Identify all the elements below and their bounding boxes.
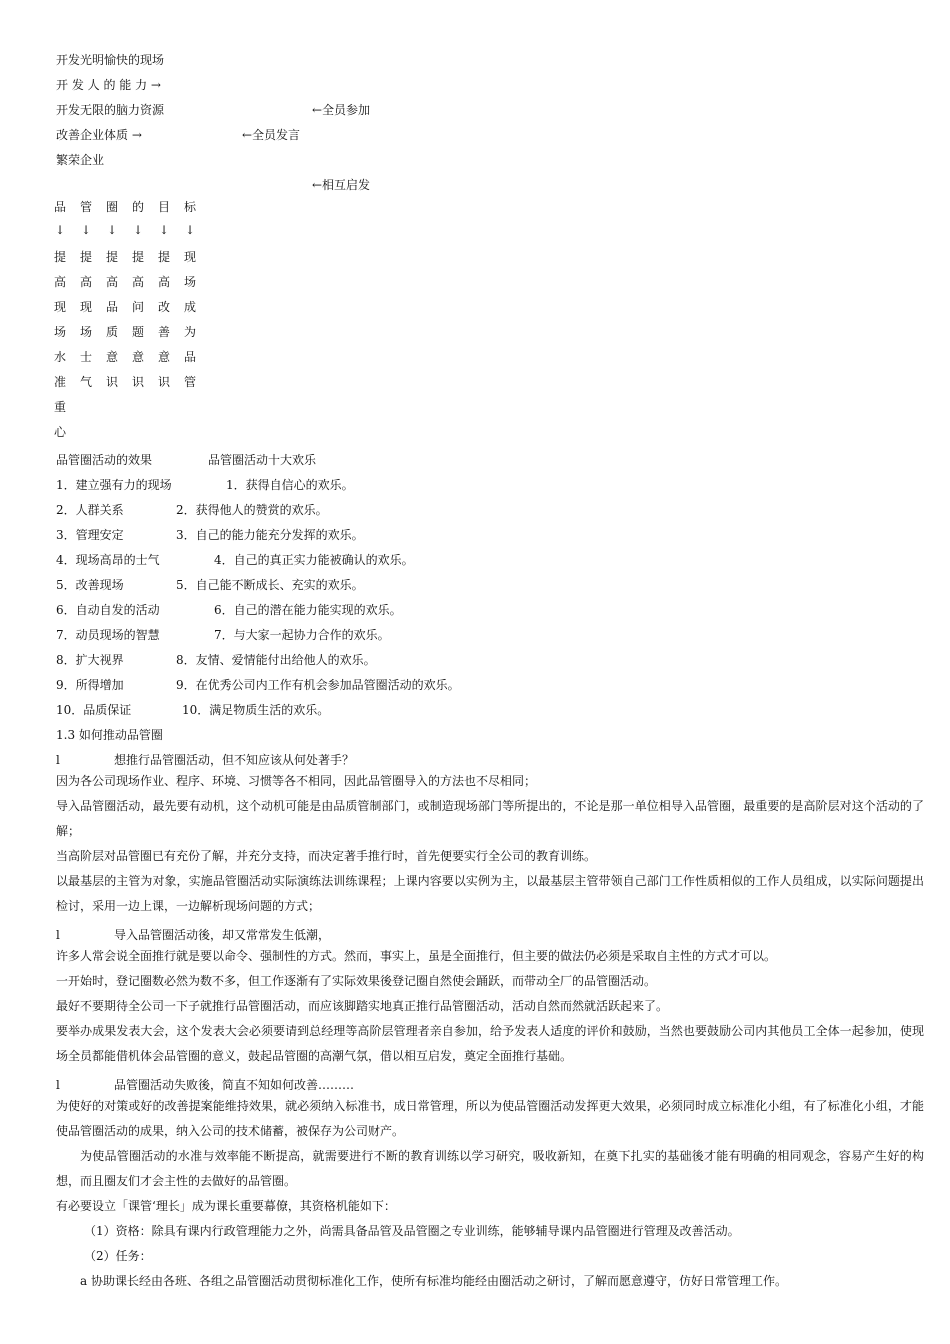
goals-cell: 品 (105, 300, 118, 314)
goals-cell: 场 (183, 275, 196, 289)
diagram-line-2: 开 发 人 的 能 力 → (56, 78, 161, 92)
joy-item: 5．自己能不断成长、充实的欢乐。 (176, 578, 364, 592)
joy-item: 4．自己的真正实力能被确认的欢乐。 (214, 553, 414, 567)
paragraph-14: a 协助课长经由各班、各组之品管圈活动贯彻标准化工作，使所有标准均能经由圈活动之研讨，了解而愿意遵守，仿好日常管理工作。 (80, 1274, 787, 1288)
paragraph-7: 最好不要期待全公司一下子就推行品管圈活动，而应该脚踏实地真正推行品管圈活动，活动自然而然就活跃起来了。 (56, 999, 669, 1013)
down-arrow-icon: ↓ (80, 223, 92, 237)
goals-cell: 改 (157, 300, 170, 314)
paragraph-9: 为使好的对策或好的改善提案能维持效果，就必须纳入标准书，成日常管理，所以为使品管圈活动发挥更大效果，必须同时成立标准化小组，有了标准化小组，才能使品管圈活动的成果，纳入公司的技术储蓄，被保存为公司财产。 (56, 1099, 924, 1138)
joy-item: 1．获得自信心的欢乐。 (226, 478, 354, 492)
down-arrow-icon: ↓ (184, 223, 196, 237)
bullet-marker: l (56, 753, 60, 767)
paragraph-12: （1）资格：除具有课内行政管理能力之外，尚需具备品管及品管圈之专业训练，能够辅导课内品管圈进行管理及改善活动。 (84, 1224, 740, 1238)
goals-cell: 识 (105, 375, 118, 389)
joy-item: 9．在优秀公司内工作有机会参加品管圈活动的欢乐。 (176, 678, 460, 692)
goals-cell: 意 (131, 350, 144, 364)
diagram-line-5: 繁荣企业 (56, 153, 105, 167)
effect-item: 6．自动自发的活动 (56, 603, 160, 617)
paragraph-11: 有必要设立「课管‘理长」成为课长重要幕僚，其资格机能如下： (56, 1199, 396, 1213)
goals-cell: 识 (157, 375, 170, 389)
goals-cell: 高 (79, 275, 92, 289)
goals-cell: 意 (157, 350, 170, 364)
goals-cell: 士 (79, 350, 92, 364)
goals-cell: 现 (53, 300, 66, 314)
goals-cell: 提 (131, 250, 144, 264)
paragraph-10: 为使品管圈活动的水准与效率能不断提高，就需要进行不断的教育训练以学习研究，吸收新知，在奠下扎实的基础後才能有明确的相同观念，容易产生好的构想，而且圈友们才会主性的去做好的品管圈。 (56, 1149, 924, 1188)
effect-item: 8．扩大视界 (56, 653, 124, 667)
goals-cell: 为 (183, 325, 196, 339)
effects-title: 品管圈活动的效果 (56, 453, 153, 467)
goals-cell: 水 (53, 350, 66, 364)
paragraph-1: 因为各公司现场作业、程序、环境、习惯等各不相同，因此品管圈导入的方法也不尽相同； (56, 774, 537, 788)
diagram-label-mutual-inspire: ←相互启发 (312, 178, 371, 192)
effect-item: 7．动员现场的智慧 (56, 628, 160, 642)
goals-cell: 现 (183, 250, 196, 264)
goals-cell: 圈 (105, 200, 118, 214)
effect-item: 1．建立强有力的现场 (56, 478, 172, 492)
paragraph-5: 许多人常会说全面推行就是要以命令、强制性的方式。然而，事实上，虽是全面推行，但主要的做法仍必须是采取自主性的方式才可以。 (56, 949, 777, 963)
effect-item: 3．管理安定 (56, 528, 124, 542)
effect-item: 2．人群关系 (56, 503, 124, 517)
joy-item: 3．自己的能力能充分发挥的欢乐。 (176, 528, 364, 542)
goals-cell: 的 (131, 200, 144, 214)
down-arrow-icon: ↓ (158, 223, 170, 237)
goals-cell: 重 (53, 400, 66, 414)
bullet-marker: l (56, 1078, 60, 1092)
joy-item: 2．获得他人的赞赏的欢乐。 (176, 503, 328, 517)
goals-cell: 管 (183, 375, 196, 389)
effect-item: 10．品质保证 (56, 703, 132, 717)
down-arrow-icon: ↓ (132, 223, 144, 237)
goals-cell: 场 (79, 325, 92, 339)
goals-cell: 心 (53, 425, 66, 439)
goals-cell: 高 (131, 275, 144, 289)
goals-cell: 提 (53, 250, 66, 264)
goals-cell: 高 (105, 275, 118, 289)
question-1: 想推行品管圈活动，但不知应该从何处著手？ (114, 753, 355, 767)
paragraph-8: 要举办成果发表大会，这个发表大会必须要请到总经理等高阶层管理者亲自参加，给予发表人适度的评价和鼓励，当然也要鼓励公司内其他员工全体一起参加，使现场全员都能借机体会品管圈的意义，鼓起品管圈的高潮气氛，借以相互启发，奠定全面推行基础。 (56, 1024, 924, 1063)
goals-cell: 气 (79, 375, 92, 389)
goals-cell: 问 (131, 300, 144, 314)
down-arrow-icon: ↓ (106, 223, 118, 237)
goals-cell: 高 (157, 275, 170, 289)
diagram-line-1: 开发光明愉快的现场 (56, 53, 165, 67)
goals-cell: 成 (183, 300, 196, 314)
joys-title: 品管圈活动十大欢乐 (208, 453, 317, 467)
goals-cell: 提 (79, 250, 92, 264)
diagram-line-4: 改善企业体质 → (56, 128, 142, 142)
joy-item: 7．与大家一起协力合作的欢乐。 (214, 628, 390, 642)
goals-cell: 提 (105, 250, 118, 264)
diagram-label-all-participate: ←全员参加 (312, 103, 371, 117)
down-arrow-icon: ↓ (54, 223, 66, 237)
paragraph-3: 当高阶层对品管圈已有充份了解，并充分支持，而决定著手推行时，首先便要实行全公司的教育训练。 (56, 849, 597, 863)
joy-item: 8．友情、爱情能付出给他人的欢乐。 (176, 653, 376, 667)
goals-cell: 目 (157, 200, 170, 214)
diagram-line-3: 开发无限的脑力资源 (56, 103, 165, 117)
goals-cell: 标 (183, 200, 196, 214)
paragraph-6: 一开始时，登记圈数必然为数不多，但工作逐渐有了实际效果後登记圈自然使会踊跃，而带动全厂的品管圈活动。 (56, 974, 657, 988)
bullet-marker: l (56, 928, 60, 942)
effect-item: 4．现场高昂的士气 (56, 553, 160, 567)
paragraph-13: （2）任务： (84, 1249, 152, 1263)
goals-cell: 高 (53, 275, 66, 289)
goals-cell: 善 (157, 325, 170, 339)
goals-cell: 意 (105, 350, 118, 364)
goals-cell: 现 (79, 300, 92, 314)
goals-cell: 品 (183, 350, 196, 364)
goals-cell: 品 (53, 200, 66, 214)
joy-item: 10．满足物质生活的欢乐。 (182, 703, 330, 717)
section-heading: 1.3 如何推动品管圈 (56, 728, 163, 742)
question-2: 导入品管圈活动後，却又常常发生低潮， (114, 928, 331, 942)
paragraph-4: 以最基层的主管为对象，实施品管圈活动实际演练法训练课程；上课内容要以实例为主，以最基层主管带领自己部门工作性质相似的工作人员组成，以实际问题提出检讨，采用一边上课，一边解析现场问题的方式； (56, 874, 924, 913)
goals-cell: 场 (53, 325, 66, 339)
goals-cell: 识 (131, 375, 144, 389)
goals-cell: 题 (131, 325, 144, 339)
paragraph-2: 导入品管圈活动，最先要有动机，这个动机可能是由品质管制部门，或制造现场部门等所提出的，不论是那一单位相导入品管圈，最重要的是高阶层对这个活动的了解； (56, 799, 924, 838)
effect-item: 5．改善现场 (56, 578, 124, 592)
goals-cell: 准 (53, 375, 66, 389)
goals-cell: 管 (79, 200, 92, 214)
joy-item: 6．自己的潜在能力能实现的欢乐。 (214, 603, 402, 617)
goals-cell: 质 (105, 325, 118, 339)
question-3: 品管圈活动失败後，简直不知如何改善……… (114, 1078, 355, 1092)
goals-cell: 提 (157, 250, 170, 264)
effect-item: 9．所得增加 (56, 678, 124, 692)
diagram-label-all-speak: ←全员发言 (242, 128, 301, 142)
